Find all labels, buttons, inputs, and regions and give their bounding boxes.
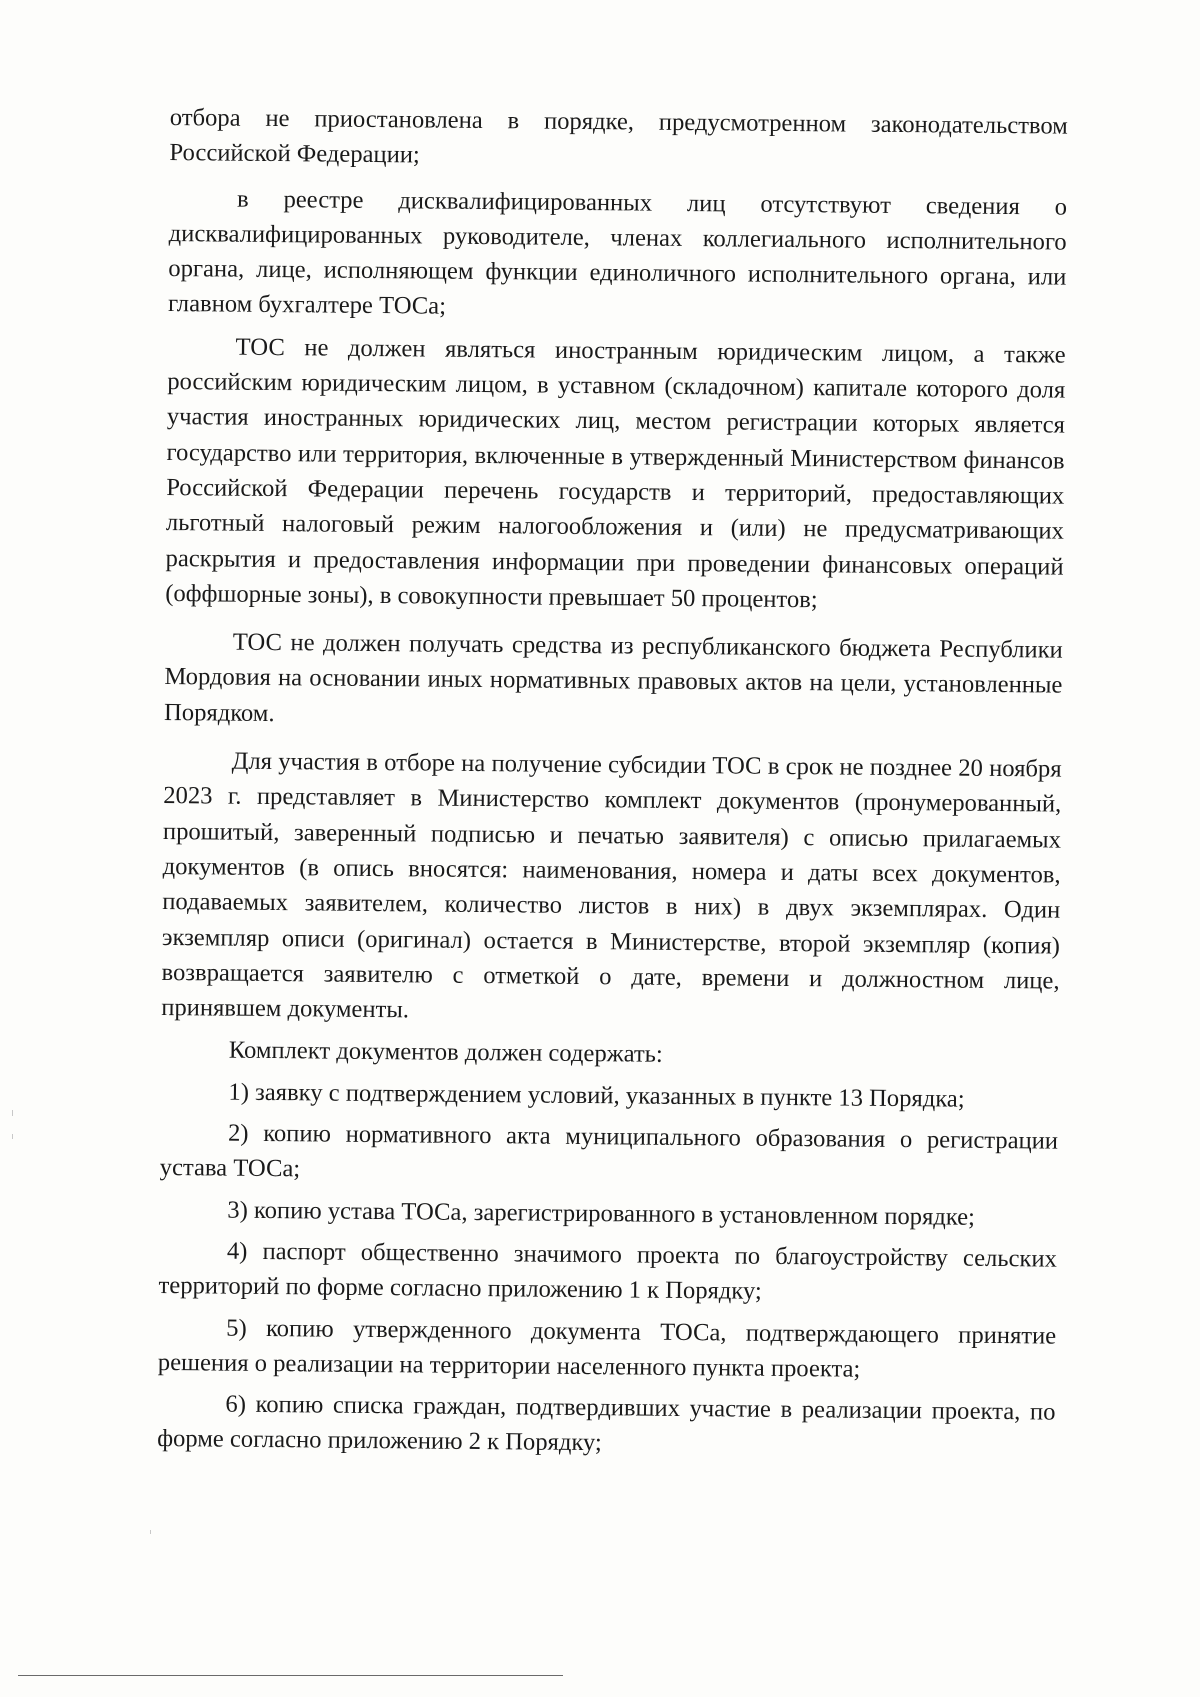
scan-artifact bbox=[12, 1110, 13, 1116]
list-item: 6) копию списка граждан, подтвердивших участие в реализации проекта, по форме согласно приложению 2 к Порядку; bbox=[157, 1390, 1056, 1457]
list-item: 3) копию устава ТОСа, зарегистрированного в установленном порядке; bbox=[227, 1196, 976, 1231]
list-item: 2) копию нормативного акта муниципального образования о регистрации устава ТОСа; bbox=[159, 1119, 1059, 1183]
paragraph-foreign-entity: ТОС не должен являться иностранным юридическим лицом, а также российским юридическим лицом, в уставном (складочном) капитале которого доля участия иностранных юридических лиц, местом регистрации которых является государство или территория, включенные в утвержденный Министерством финансов Российской Федерации перечень государств и территорий, предоставляющих льготный налоговый режим налогообложения и (или) не предусматривающих раскрытия и предоставления информации при проведении финансовых операций (оффшорные зоны), в совокупности превышает 50 процентов; bbox=[165, 333, 1066, 614]
page-bottom-line bbox=[18, 1675, 563, 1676]
scan-artifact bbox=[150, 1530, 151, 1534]
list-item: 1) заявку с подтверждением условий, указанных в пункте 13 Порядка; bbox=[228, 1078, 965, 1113]
list-item: 4) паспорт общественно значимого проекта по благоустройству сельских территорий по форме согласно приложению 1 к Порядку; bbox=[158, 1237, 1058, 1305]
list-item: 5) копию утвержденного документа ТОСа, подтверждающего принятие решения о реализации на территории населенного пункта проекта; bbox=[157, 1314, 1057, 1383]
paragraph-budget-funds: ТОС не должен получать средства из республиканского бюджета Республики Мордовия на основании иных нормативных правовых актов на цели, установленные Порядком. bbox=[163, 628, 1063, 727]
document-body bbox=[157, 100, 1068, 1465]
paragraph-disqualification-continuation: отбора не приостановлена в порядке, предусмотренном законодательством Российской Федерации; bbox=[169, 103, 1068, 169]
paragraph-application-procedure: Для участия в отборе на получение субсидии ТОС в срок не позднее 20 ноября 2023 г. представляет в Министерство комплект документов (пронумерованный, прошитый, заверенный подписью и печатью заявителя) с описью прилагаемых документов (в опись вносятся: наименования, номера и даты всех документов, подаваемых заявителем, количество листов в них) в двух экземплярах. Один экземпляр описи (оригинал) остается в Министерстве, второй экземпляр (копия) возвращается заявителю с отметкой о дате, времени и должностном лице, принявшем документы. bbox=[161, 747, 1062, 1024]
paragraph-package-contents: Комплект документов должен содержать: bbox=[228, 1037, 663, 1069]
paragraph-disqualified-persons: в реестре дисквалифицированных лиц отсутствуют сведения о дисквалифицированных руководителе, членах коллегиального исполнительного органа, лице, исполняющем функции единоличного исполнительного органа, или главном бухгалтере ТОСа; bbox=[167, 185, 1068, 321]
scan-artifact bbox=[12, 1134, 13, 1139]
